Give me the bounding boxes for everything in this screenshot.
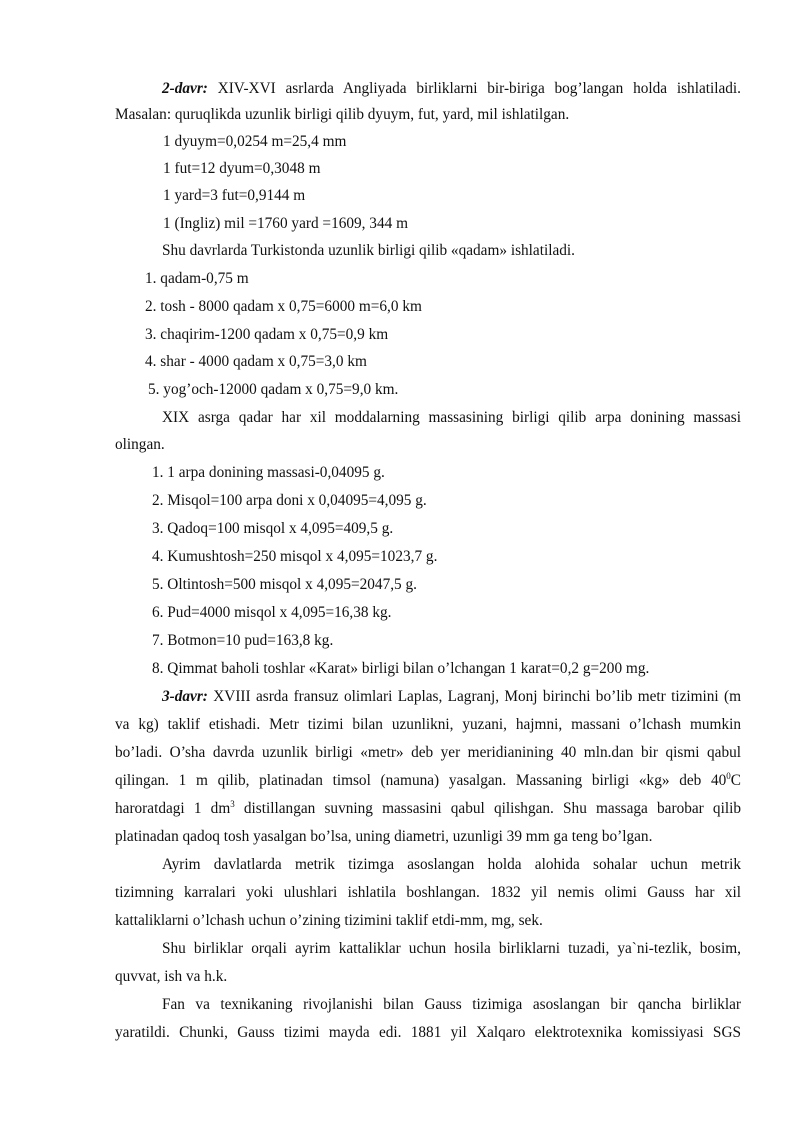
unit-line: 1 fut=12 dyum=0,3048 m <box>163 160 321 177</box>
period-3-line-5-text-b: distillangan suvning massasini qabul qilishgan. Shu massaga barobar qilib <box>234 800 741 817</box>
period-3-line-1 <box>162 687 741 707</box>
para-4-line-1: Ayrim davlatlarda metrik tizimga asoslangan holda alohida sohalar uchun metrik <box>162 856 741 873</box>
para-6-line-1: Fan va texnikaning rivojlanishi bilan Gauss tizimiga asoslangan bir qancha birliklar <box>162 996 741 1013</box>
celsius-unit: C <box>730 772 741 789</box>
period-3-line-2: va kg) taklif etishadi. Metr tizimi bilan uzunlikni, yuzani, hajmni, massani o’lchash mumkin <box>115 716 741 733</box>
period-2-label: 2-davr: <box>162 80 208 97</box>
unit-line: 1 (Ingliz) mil =1760 yard =1609, 344 m <box>163 215 408 232</box>
para-5-line-1: Shu birliklar orqali ayrim kattaliklar uchun hosila birliklarni tuzadi, ya`ni-tezlik, bosim, <box>162 940 741 957</box>
list-item: 3. chaqirim-1200 qadam x 0,75=0,9 km <box>145 326 389 343</box>
para-4-line-3: kattaliklarni o’lchash uchun o’zining tizimini taklif etdi-mm, mg, sek. <box>115 912 543 929</box>
para-5-line-2: quvvat, ish va h.k. <box>115 968 228 985</box>
period-3-line-6: platinadan qadoq tosh yasalgan bo’lsa, uning diametri, uzunligi 39 mm ga teng bo’lgan. <box>115 828 653 845</box>
period-3-line-4-text: qilingan. 1 m qilib, platinadan timsol (namuna) yasalgan. Massaning birligi «kg» deb 40 <box>115 772 727 789</box>
para-6-line-2: yaratildi. Chunki, Gauss tizimi mayda edi. 1881 yil Xalqaro elektrotexnika komissiyasi SGS <box>115 1024 741 1041</box>
list-item: 2. Misqol=100 arpa doni x 0,04095=4,095 g. <box>152 492 427 509</box>
mass-intro-line-1: XIX asrga qadar har xil moddalarning massasining birligi qilib arpa donining massasi <box>162 409 741 426</box>
list-item: 3. Qadoq=100 misqol x 4,095=409,5 g. <box>152 520 394 537</box>
turkistan-intro: Shu davrlarda Turkistonda uzunlik birligi qilib «qadam» ishlatiladi. <box>162 242 575 259</box>
list-item: 1. qadam-0,75 m <box>145 270 249 287</box>
list-item: 8. Qimmat baholi toshlar «Karat» birligi bilan o’lchangan 1 karat=0,2 g=200 mg. <box>152 660 650 677</box>
degree-superscript: 0 <box>726 771 731 781</box>
period-3-line-4 <box>115 771 741 791</box>
list-item: 2. tosh - 8000 qadam x 0,75=6000 m=6,0 km <box>145 298 422 315</box>
list-item: 5. Oltintosh=500 misqol x 4,095=2047,5 g. <box>152 576 417 593</box>
period-3-text: XVIII asrda fransuz olimlari Laplas, Lagranj, Monj birinchi bo’lib metr tizimini (m <box>207 688 741 705</box>
list-item: 4. Kumushtosh=250 misqol x 4,095=1023,7 g. <box>152 548 438 565</box>
list-item: 7. Botmon=10 pud=163,8 kg. <box>152 632 334 649</box>
list-item: 1. 1 arpa donining massasi-0,04095 g. <box>152 464 385 481</box>
period-2-line-1 <box>162 79 741 99</box>
list-item: 5. yog’och-12000 qadam x 0,75=9,0 km. <box>148 381 399 398</box>
unit-line: 1 dyuym=0,0254 m=25,4 mm <box>163 133 347 150</box>
period-2-text: XIV-XVI asrlarda Angliyada birliklarni bir-biriga bog’langan holda ishlatiladi. <box>207 80 741 97</box>
period-3-line-5 <box>115 799 741 819</box>
unit-line: 1 yard=3 fut=0,9144 m <box>163 187 306 204</box>
period-3-label: 3-davr: <box>162 688 208 705</box>
period-3-line-5-text-a: haroratdagi 1 dm <box>115 800 231 817</box>
period-2-line-2: Masalan: quruqlikda uzunlik birligi qilib dyuym, fut, yard, mil ishlatilgan. <box>115 106 570 123</box>
list-item: 6. Pud=4000 misqol x 4,095=16,38 kg. <box>152 604 392 621</box>
cube-superscript: 3 <box>230 799 235 809</box>
list-item: 4. shar - 4000 qadam x 0,75=3,0 km <box>145 353 367 370</box>
period-3-line-3: bo’ladi. O’sha davrda uzunlik birligi «metr» deb yer meridianining 40 mln.dan bir qismi qabul <box>115 744 741 761</box>
para-4-line-2: tizimning karralari yoki ulushlari ishlatila boshlangan. 1832 yil nemis olimi Gauss har xil <box>115 884 741 901</box>
mass-intro-line-2: olingan. <box>115 436 165 453</box>
